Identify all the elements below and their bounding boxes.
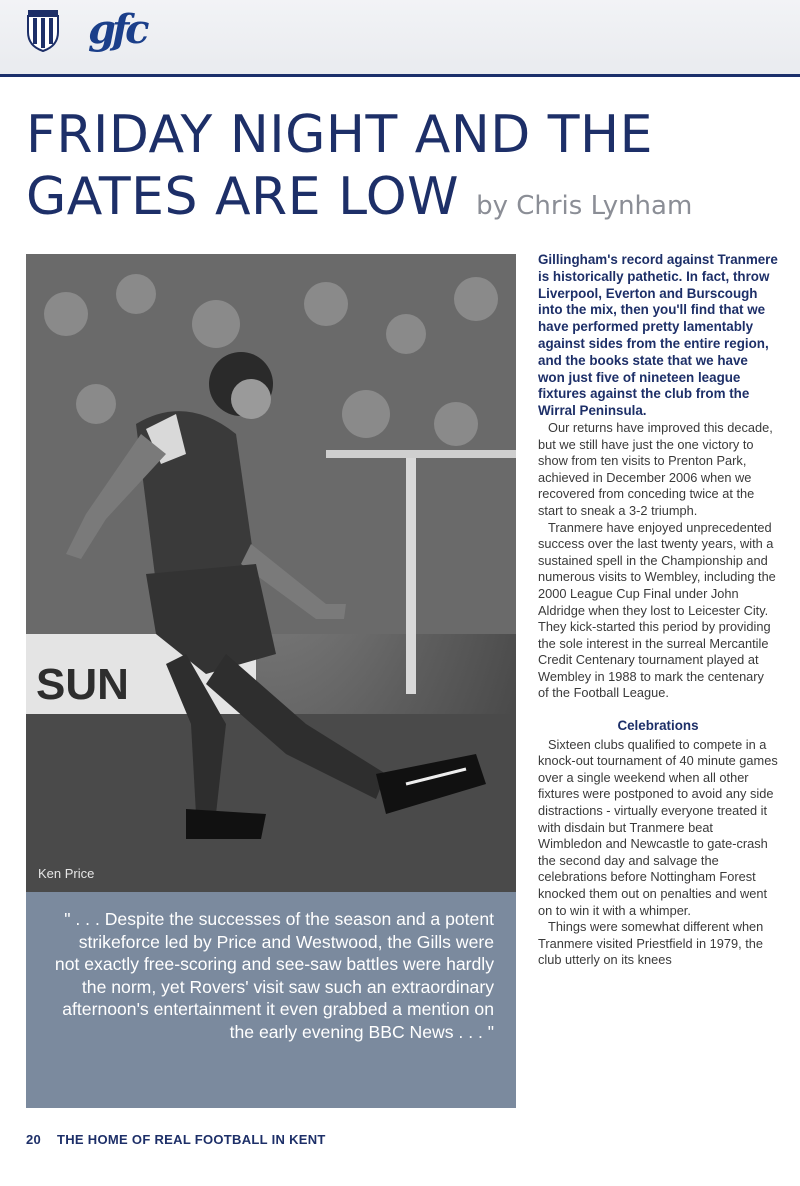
pull-quote-panel [26,892,516,1108]
body-paragraph-2: Tranmere have enjoyed unprecedented success over the last twenty years, with a sustained spell in the Championship and numerous visits to Wembley, including the 2000 League Cup Final under John Aldridge when they lost to Leicester City. They kick-started this period by providing the sole interest in the surreal Mercantile Credit Centenary tournament played at Wembley in 1988 to mark the centenary of the Football League. [538,519,776,701]
match-photo [26,254,516,892]
body-paragraph-3: Sixteen clubs qualified to compete in a knock-out tournament of 40 minute games over a single weekend when all other fixtures were postponed to avoid any side distractions - virtually everyone treated it with disdain but Tranmere beat Wimbledon and Newcastle to gate-crash the second day and salvage the celebrations before Nottingham Forest knocked them out on penalties and went on to win it with a whimper. [538,736,778,918]
photo-credit: Ken Price [38,866,95,881]
pull-quote: " . . . Despite the successes of the season and a potent strikeforce led by Price and Westwood, the Gills were not exactly free-scoring and see-saw battles were hardly the norm, yet Rovers' visit saw such an extraordinary afternoon's entertainment it even grabbed a mention on the early evening BBC News . . . " [54,909,494,1042]
body-paragraph-1: Our returns have improved this decade, but we still have just the one victory to show from ten visits to Prenton Park, achieved in December 2006 when we recovered from conceding twice at the start to sneak a 3-2 triumph. [538,419,773,518]
club-crest-icon [26,8,60,52]
article-body [538,252,778,969]
footer-tagline: THE HOME OF REAL FOOTBALL IN KENT [56,1132,326,1147]
header-divider [0,74,800,77]
club-monogram-logo: gfc [88,6,146,53]
article-headline [26,104,786,237]
page-footer [26,1132,326,1147]
article-intro: Gillingham's record against Tranmere is historically pathetic. In fact, throw Liverpool, Everton and Burscough into the mix, then you'll find that we have performed pretty lamentably against sides from the entire region, and the books state that we have won just five of nineteen league fixtures against the club from the Wirral Peninsula. [538,252,778,419]
player-kicking-illustration [26,254,516,892]
section-subhead: Celebrations [617,718,699,734]
page-number: 20 [26,1132,42,1147]
headline-line-1: FRIDAY NIGHT AND THE [26,105,654,165]
headline-line-2: GATES ARE LOW [26,167,460,227]
body-paragraph-4: Things were somewhat different when Tranmere visited Priestfield in 1979, the club utterly on its knees [538,919,764,968]
article-byline: by Chris Lynham [476,191,693,221]
advert-board-text: SUN [36,660,129,709]
